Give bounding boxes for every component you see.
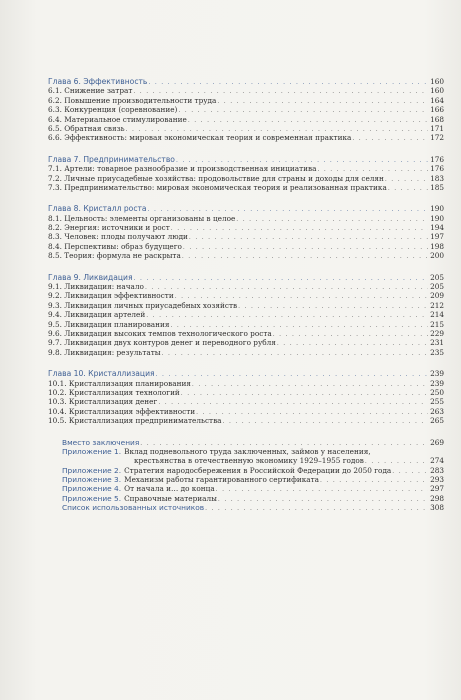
- entry-label: 8.1. Цельность: элементы организованы в целое: [48, 213, 236, 223]
- leader-dots: [223, 417, 429, 426]
- page-number: 215: [430, 319, 444, 329]
- entry-label: крестьянства в отечественную экономику 1929–1955 годов: [134, 456, 364, 466]
- page-number: 172: [430, 133, 444, 143]
- appendix-3-entry[interactable]: [48, 475, 444, 484]
- entry-label: 10.1. Кристаллизация планирования: [48, 378, 191, 388]
- page-number: 171: [430, 123, 444, 133]
- leader-dots: [277, 339, 428, 348]
- entry-label: 9.6. Ликвидация высоких темпов технологического роста: [48, 328, 272, 338]
- page-number: 194: [430, 223, 444, 233]
- leader-dots: [178, 106, 428, 115]
- chapter-7: [48, 155, 444, 193]
- leader-dots: [217, 97, 428, 106]
- page-number: 160: [430, 86, 444, 96]
- page-number: 197: [430, 232, 444, 242]
- leader-dots: [216, 485, 428, 494]
- chapter-6: [48, 77, 444, 143]
- entry-label: 9.1. Ликвидация: начало: [48, 282, 144, 292]
- page-number: 283: [430, 465, 444, 475]
- entry-label: Вклад подневольного труда заключенных, займов у населения,: [124, 446, 371, 456]
- page-number: 297: [430, 484, 444, 494]
- entry-label: 7.1. Артели: товарное разнообразие и производственная инициатива: [48, 164, 317, 174]
- entry-label: 8.5. Теория: формула не раскрыта: [48, 251, 181, 261]
- toc-entry[interactable]: [48, 338, 444, 347]
- leader-dots: [352, 134, 428, 143]
- leader-dots: [146, 311, 428, 320]
- entry-label: Справочные материалы: [124, 493, 217, 503]
- toc-entry[interactable]: [48, 183, 444, 192]
- entry-label: 9.4. Ликвидация артелей: [48, 310, 146, 320]
- entry-label: Механизм работы гарантированного сертификата: [124, 475, 320, 485]
- leader-dots: [273, 330, 428, 339]
- entry-label: 6.3. Конкуренция (соревнование): [48, 105, 178, 115]
- toc-entry[interactable]: [48, 301, 444, 310]
- page-number: 176: [430, 164, 444, 174]
- page-number: 308: [430, 503, 444, 513]
- entry-label: Стратегия народосбережения в Российской Федерации до 2050 года: [124, 465, 392, 475]
- page-number: 176: [430, 154, 444, 164]
- entry-label: 9.2. Ликвидация эффективности: [48, 291, 174, 301]
- leader-dots: [162, 349, 428, 358]
- appendix-4-entry[interactable]: [48, 484, 444, 493]
- entry-label: 6.1. Снижение затрат: [48, 86, 133, 96]
- toc-entry[interactable]: [48, 397, 444, 406]
- leader-dots: [188, 116, 428, 125]
- page-number: 263: [430, 406, 444, 416]
- toc-entry[interactable]: [48, 282, 444, 291]
- chapter-heading[interactable]: [48, 273, 444, 282]
- toc-entry[interactable]: [48, 223, 444, 232]
- page-number: 235: [430, 347, 444, 357]
- chapter-9: [48, 273, 444, 358]
- toc-entry[interactable]: [48, 348, 444, 357]
- chapter-heading[interactable]: [48, 204, 444, 213]
- leader-dots: [236, 215, 428, 224]
- page-number: 198: [430, 241, 444, 251]
- leader-dots: [183, 243, 428, 252]
- toc-entry[interactable]: [48, 291, 444, 300]
- page-number: 298: [430, 493, 444, 503]
- entry-label: 6.4. Материальное стимулирование: [48, 114, 187, 124]
- page-number: 231: [430, 338, 444, 348]
- leader-dots: [145, 283, 428, 292]
- page-number: 168: [430, 114, 444, 124]
- leader-dots: [192, 380, 428, 389]
- toc-entry[interactable]: [48, 242, 444, 251]
- toc-entry[interactable]: [48, 310, 444, 319]
- page-number: 209: [430, 291, 444, 301]
- appendix-1-entry[interactable]: [48, 447, 444, 456]
- appendix-prefix: Приложение 4.: [62, 484, 122, 494]
- toc-entry[interactable]: [48, 115, 444, 124]
- chapter-title: Глава 7. Предпринимательство: [48, 154, 175, 164]
- appendix-5-entry[interactable]: [48, 494, 444, 503]
- leader-dots: [182, 252, 428, 261]
- entry-label: От начала и… до конца: [124, 484, 215, 494]
- toc-entry[interactable]: [48, 388, 444, 397]
- conclusion-entry[interactable]: [48, 438, 444, 447]
- sources-entry[interactable]: [48, 503, 444, 512]
- chapter-title: Глава 9. Ликвидация: [48, 272, 133, 282]
- leader-dots: [320, 476, 428, 485]
- toc-entry[interactable]: [48, 407, 444, 416]
- toc-entry[interactable]: [48, 164, 444, 173]
- entry-label: Вместо заключения: [62, 437, 140, 447]
- page-number: 160: [430, 77, 444, 86]
- leader-dots: [388, 184, 428, 193]
- page-number: 274: [430, 456, 444, 466]
- entry-label: 7.2. Личные приусадебные хозяйства: продовольствие для страны и доходы для селян: [48, 173, 384, 183]
- leader-dots: [205, 504, 428, 513]
- leader-dots: [196, 408, 428, 417]
- leader-dots: [181, 389, 428, 398]
- table-of-contents: [48, 77, 444, 513]
- page-number: 200: [430, 251, 444, 261]
- leader-dots: [171, 224, 428, 233]
- toc-entry[interactable]: [48, 379, 444, 388]
- toc-entry[interactable]: [48, 133, 444, 142]
- entry-label: 9.3. Ликвидация личных приусадебных хозяйств: [48, 300, 238, 310]
- page-number: 214: [430, 310, 444, 320]
- appendix-prefix: Приложение 1.: [62, 446, 122, 456]
- appendix-1-continuation[interactable]: [48, 456, 444, 465]
- page-number: 185: [430, 182, 444, 192]
- entry-label: 6.6. Эффективность: мировая экономическая теория и современная практика: [48, 133, 352, 143]
- leader-dots: [189, 233, 428, 242]
- page-number: 265: [430, 416, 444, 426]
- page-number: 166: [430, 105, 444, 115]
- toc-entry[interactable]: [48, 416, 444, 425]
- entry-label: 10.3. Кристаллизация денег: [48, 397, 158, 407]
- entry-label: 9.8. Ликвидация: результаты: [48, 347, 161, 357]
- page-number: 293: [430, 475, 444, 485]
- page-number: 269: [430, 437, 444, 447]
- page-number: 205: [430, 272, 444, 282]
- page-number: 205: [430, 282, 444, 292]
- toc-entry[interactable]: [48, 232, 444, 241]
- toc-entry[interactable]: [48, 86, 444, 95]
- appendix-prefix: Приложение 2.: [62, 465, 122, 475]
- appendix-prefix: Приложение 3.: [62, 475, 122, 485]
- entry-label: 8.4. Перспективы: образ будущего: [48, 241, 182, 251]
- entry-label: 10.5. Кристаллизация предпринимательства: [48, 416, 222, 426]
- page-number: 212: [430, 300, 444, 310]
- toc-entry[interactable]: [48, 96, 444, 105]
- toc-entry[interactable]: [48, 174, 444, 183]
- appendix-2-entry[interactable]: [48, 466, 444, 475]
- page-number: 190: [430, 213, 444, 223]
- leader-dots: [238, 302, 428, 311]
- toc-entry[interactable]: [48, 214, 444, 223]
- chapter-heading[interactable]: [48, 155, 444, 164]
- entry-label: 7.3. Предпринимательство: мировая экономическая теория и реализованная практика: [48, 182, 387, 192]
- page-number: 183: [430, 173, 444, 183]
- entry-label: 9.7. Ликвидация двух контуров денег и переводного рубля: [48, 338, 276, 348]
- page-number: 250: [430, 387, 444, 397]
- chapter-10: [48, 369, 444, 425]
- page-number: 229: [430, 328, 444, 338]
- chapter-8: [48, 204, 444, 260]
- chapter-title: Глава 10. Кристаллизация: [48, 369, 155, 379]
- leader-dots: [218, 495, 428, 504]
- entry-label: 9.5. Ликвидация планирования: [48, 319, 170, 329]
- chapter-heading[interactable]: [48, 369, 444, 378]
- page-number: 239: [430, 369, 444, 379]
- chapter-heading[interactable]: [48, 77, 444, 86]
- toc-entry[interactable]: [48, 251, 444, 260]
- toc-entry[interactable]: [48, 124, 444, 133]
- entry-label: Список использованных источников: [62, 503, 205, 513]
- entry-label: 8.3. Человек: плоды получают люди: [48, 232, 188, 242]
- page-number: 190: [430, 204, 444, 214]
- page-number: 239: [430, 378, 444, 388]
- page-number: 164: [430, 95, 444, 105]
- page-number: 255: [430, 397, 444, 407]
- toc-entry[interactable]: [48, 105, 444, 114]
- leader-dots: [148, 78, 428, 87]
- leader-dots: [385, 175, 428, 184]
- leader-dots: [134, 274, 429, 283]
- toc-entry[interactable]: [48, 320, 444, 329]
- closing-section: [48, 438, 444, 513]
- entry-label: 10.2. Кристаллизация технологий: [48, 387, 180, 397]
- leader-dots: [156, 370, 428, 379]
- entry-label: 6.2. Повышение производительности труда: [48, 95, 217, 105]
- entry-label: 10.4. Кристаллизация эффективности: [48, 406, 196, 416]
- leader-dots: [158, 398, 428, 407]
- chapter-title: Глава 6. Эффективность: [48, 77, 148, 86]
- chapter-title: Глава 8. Кристалл роста: [48, 204, 147, 214]
- entry-label: 6.5. Обратная связь: [48, 123, 125, 133]
- entry-label: 8.2. Энергия: источники и рост: [48, 223, 170, 233]
- leader-dots: [392, 467, 428, 476]
- toc-entry[interactable]: [48, 329, 444, 338]
- appendix-prefix: Приложение 5.: [62, 493, 122, 503]
